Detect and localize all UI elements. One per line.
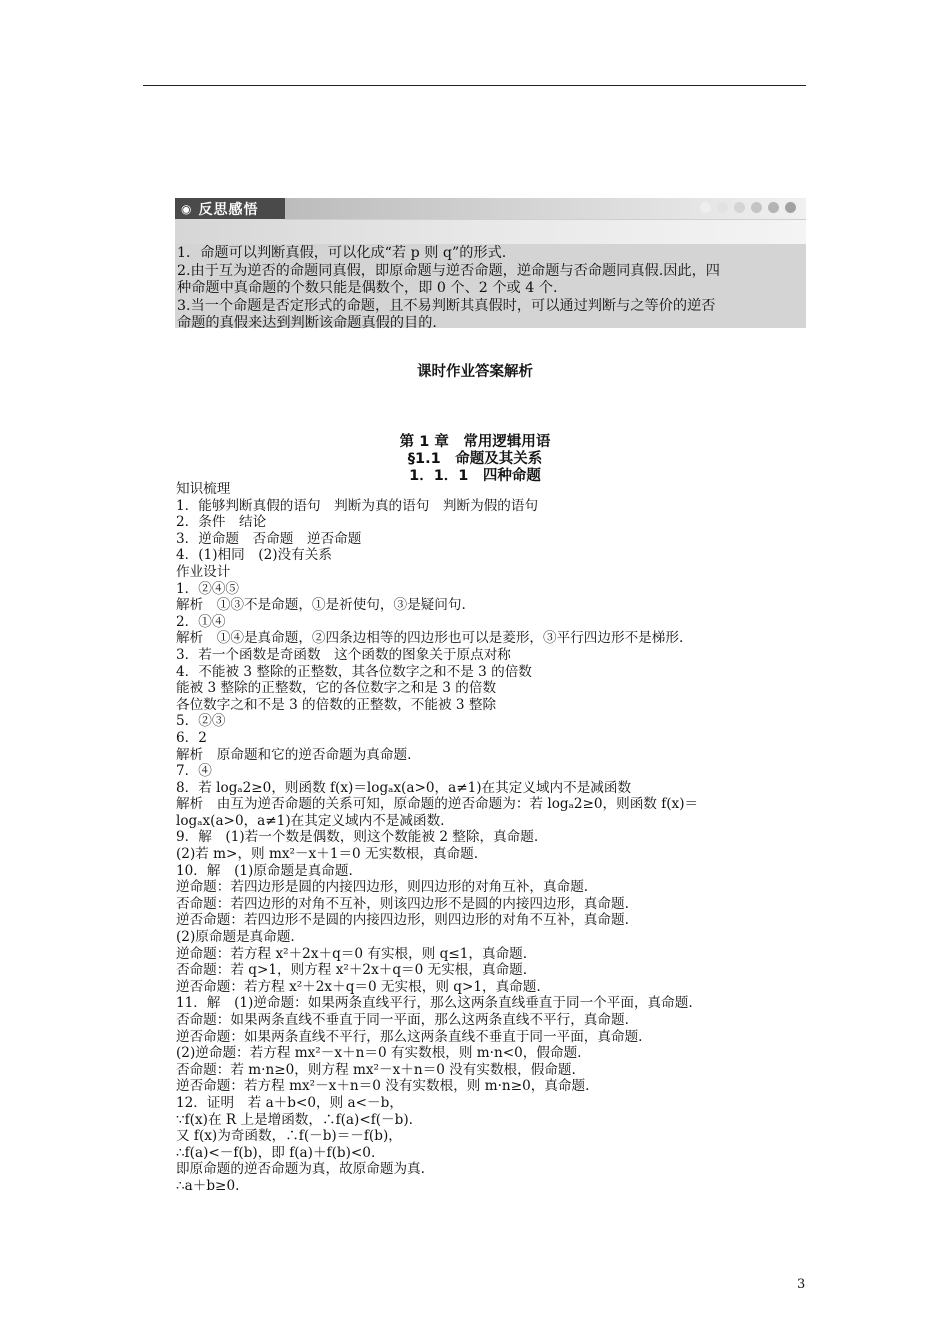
chapter-title: 第 1 章 常用逻辑用语 [399, 434, 551, 450]
reflection-line: 2.由于互为逆否的命题同真假，即原命题与逆否命题，逆命题与否命题同真假.因此，四 [177, 262, 720, 279]
text-line: 3．逆命题 否命题 逆否命题 [176, 530, 362, 547]
text-line: ∴f(a)<－f(b)，即 f(a)＋f(b)<0. [176, 1144, 376, 1161]
page-number: 3 [797, 1277, 806, 1292]
dot-icon [717, 202, 728, 213]
text-line: 5．②③ [176, 713, 226, 730]
text-line: 逆否命题：如果两条直线不平行，那么这两条直线不垂直于同一平面，真命题. [176, 1028, 643, 1045]
text-line: (2)逆命题：若方程 mx²－x＋n＝0 有实数根，则 m·n<0，假命题. [176, 1045, 582, 1062]
text-line: 否命题：若 q>1，则方程 x²＋2x＋q＝0 无实根，真命题. [176, 962, 528, 979]
text-line: 逆否命题：若四边形不是圆的内接四边形，则四边形的对角不互补，真命题. [176, 912, 629, 929]
text-line: 又 f(x)为奇函数，∴f(－b)＝－f(b)， [176, 1128, 402, 1145]
text-line: 解析 由互为逆否命题的关系可知，原命题的逆否命题为：若 logₐ2≥0，则函数 f(x)＝ [176, 796, 699, 813]
reflection-strip [285, 198, 806, 220]
text-line: 能被 3 整除的正整数，它的各位数字之和是 3 的倍数 [176, 680, 497, 697]
text-line: (2)原命题是真命题. [176, 929, 295, 946]
text-line: 1．能够判断真假的语句 判断为真的语句 判断为假的语句 [176, 497, 539, 514]
text-line: 11．解 (1)逆命题：如果两条直线平行，那么这两条直线垂直于同一个平面，真命题. [176, 995, 693, 1012]
reflection-header [175, 198, 806, 244]
dot-icon [734, 202, 745, 213]
text-line: 3．若一个函数是奇函数 这个函数的图象关于原点对称 [176, 646, 511, 663]
text-line: 逆否命题：若方程 x²＋2x＋q＝0 无实根，则 q>1，真命题. [176, 978, 541, 995]
text-line: 1．②④⑤ [176, 580, 240, 597]
reflection-line: 命题的真假来达到判断该命题真假的目的. [177, 315, 437, 331]
text-line: logₐx(a>0，a≠1)在其定义域内不是减函数. [176, 812, 445, 829]
answer-body [176, 481, 816, 1195]
dot-icon [700, 202, 711, 213]
text-line: 逆否命题：若方程 mx²－x＋n＝0 没有实数根，则 m·n≥0，真命题. [176, 1078, 590, 1095]
dot-icon [768, 202, 779, 213]
subsection-title: 1．1．1 四种命题 [409, 468, 541, 484]
text-line: ∴a＋b≥0. [176, 1177, 240, 1194]
text-line: (2)若 m>，则 mx²－x＋1＝0 无实数根，真命题. [176, 846, 479, 863]
text-line: 逆命题：若四边形是圆的内接四边形，则四边形的对角互补，真命题. [176, 879, 589, 896]
text-line: 否命题：如果两条直线不垂直于同一平面，那么这两条直线不平行，真命题. [176, 1012, 629, 1028]
reflection-line: 1．命题可以判断真假，可以化成“若 p 则 q”的形式. [177, 245, 507, 261]
reflection-body [175, 244, 806, 331]
reflection-heading: 反思感悟 [198, 201, 259, 218]
text-line: 12．证明 若 a＋b<0，则 a<－b， [176, 1094, 403, 1111]
reflection-line: 3.当一个命题是否定形式的命题，且不易判断其真假时，可以通过判断与之等价的逆否 [177, 297, 716, 314]
text-line: 9．解 (1)若一个数是偶数，则这个数能被 2 整除，真命题. [176, 829, 539, 846]
text-line: 10．解 (1)原命题是真命题. [176, 862, 353, 879]
reflection-tab [175, 198, 285, 219]
text-line: 6．2 [176, 729, 207, 746]
text-line: 解析 原命题和它的逆否命题为真命题. [176, 746, 412, 763]
text-line: 2．条件 结论 [176, 514, 267, 531]
text-line: 2．①④ [176, 613, 226, 630]
decorative-dots [700, 202, 796, 213]
text-line: 4．(1)相同 (2)没有关系 [176, 547, 332, 564]
text-line: 即原命题的逆否命题为真，故原命题为真. [176, 1161, 426, 1178]
header-rule [143, 85, 806, 86]
text-line: 8．若 logₐ2≥0，则函数 f(x)＝logₐx(a>0，a≠1)在其定义域内不是减函数 [176, 779, 632, 796]
text-line: 解析 ①④是真命题，②四条边相等的四边形也可以是菱形，③平行四边形不是梯形. [176, 630, 684, 647]
text-line: 解析 ①③不是命题，①是祈使句，③是疑问句. [176, 597, 466, 614]
text-line: 4．不能被 3 整除的正整数，其各位数字之和不是 3 的倍数 [176, 663, 532, 680]
text-line: ∵f(x)在 R 上是增函数，∴f(a)<f(－b). [176, 1111, 413, 1128]
reflection-line: 种命题中真命题的个数只能是偶数个，即 0 个、2 个或 4 个. [177, 280, 558, 296]
target-bullet-icon: ◉ [181, 201, 193, 216]
answer-title: 课时作业答案解析 [417, 364, 533, 380]
text-line: 逆命题：若方程 x²＋2x＋q＝0 有实根，则 q≤1，真命题. [176, 945, 528, 962]
text-line: 作业设计 [176, 563, 231, 580]
section-title: §1.1 命题及其关系 [407, 451, 543, 467]
text-line: 知识梳理 [176, 481, 231, 497]
text-line: 否命题：若 m·n≥0，则方程 mx²－x＋n＝0 没有实数根，假命题. [176, 1061, 576, 1078]
dot-icon [751, 202, 762, 213]
dot-icon [785, 202, 796, 213]
text-line: 各位数字之和不是 3 的倍数的正整数，不能被 3 整除 [176, 696, 497, 713]
text-line: 7．④ [176, 763, 212, 780]
text-line: 否命题：若四边形的对角不互补，则该四边形不是圆的内接四边形，真命题. [176, 895, 629, 912]
